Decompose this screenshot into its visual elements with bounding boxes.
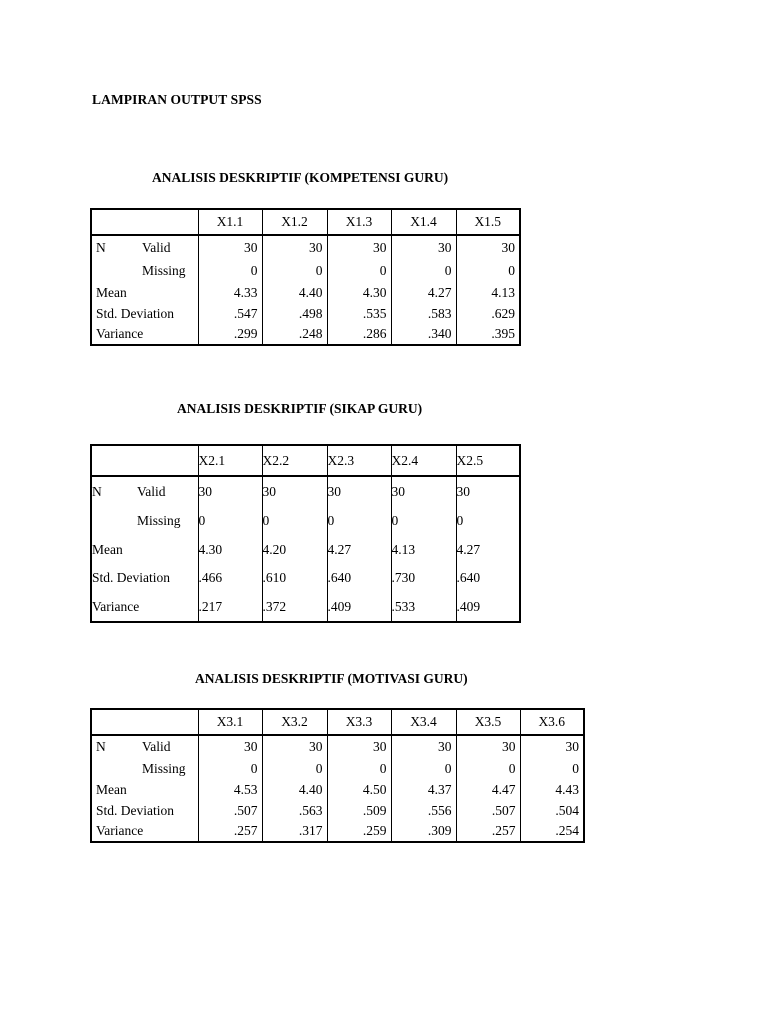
value-cell: .583 xyxy=(391,303,456,324)
value-cell: 30 xyxy=(456,235,520,260)
value-cell: 0 xyxy=(456,506,520,536)
value-cell: 4.27 xyxy=(391,282,456,303)
column-header: X1.5 xyxy=(456,209,520,235)
row-sublabel: Missing xyxy=(142,263,186,278)
value-cell: 0 xyxy=(262,506,327,536)
value-cell: 4.43 xyxy=(520,780,584,800)
header-corner-cell xyxy=(91,709,198,735)
value-cell: 4.27 xyxy=(327,536,391,564)
value-cell: .504 xyxy=(520,800,584,821)
row-label: N xyxy=(92,483,102,499)
value-cell: 30 xyxy=(198,735,262,758)
value-cell: .286 xyxy=(327,324,391,345)
value-cell: 30 xyxy=(198,235,262,260)
value-cell: .533 xyxy=(391,592,456,622)
row-label: Mean xyxy=(96,284,127,300)
value-cell: .640 xyxy=(327,564,391,592)
table-row xyxy=(91,800,584,821)
table-sikap-guru xyxy=(90,444,521,623)
value-cell: .629 xyxy=(456,303,520,324)
column-header: X1.2 xyxy=(262,209,327,235)
table-row xyxy=(91,476,520,506)
row-label: Mean xyxy=(96,782,127,797)
value-cell: 0 xyxy=(262,260,327,282)
column-header: X2.5 xyxy=(456,445,520,476)
column-header: X1.3 xyxy=(327,209,391,235)
section-title-sikap: ANALISIS DESKRIPTIF (SIKAP GURU) xyxy=(177,401,423,416)
value-cell: .340 xyxy=(391,324,456,345)
table-row xyxy=(91,506,520,536)
value-cell: .466 xyxy=(198,564,262,592)
column-header: X2.2 xyxy=(262,445,327,476)
section-title-kompetensi: ANALISIS DESKRIPTIF (KOMPETENSI GURU) xyxy=(152,170,449,185)
value-cell: 4.30 xyxy=(198,536,262,564)
table-row xyxy=(91,821,584,842)
value-cell: .395 xyxy=(456,324,520,345)
value-cell: 4.13 xyxy=(456,282,520,303)
row-label: Std. Deviation xyxy=(92,570,170,585)
value-cell: .409 xyxy=(327,592,391,622)
row-label xyxy=(91,260,138,282)
section-title-motivasi: ANALISIS DESKRIPTIF (MOTIVASI GURU) xyxy=(195,671,468,686)
value-cell: 0 xyxy=(198,260,262,282)
value-cell: .730 xyxy=(391,564,456,592)
table-row xyxy=(91,303,520,324)
value-cell: .409 xyxy=(456,592,520,622)
page-heading: LAMPIRAN OUTPUT SPSS xyxy=(92,92,262,107)
value-cell: .309 xyxy=(391,821,456,842)
table-motivasi-guru xyxy=(90,708,585,843)
value-cell: 4.20 xyxy=(262,536,327,564)
value-cell: .257 xyxy=(198,821,262,842)
row-sublabel: Valid xyxy=(137,483,166,499)
value-cell: .509 xyxy=(327,800,391,821)
value-cell: 30 xyxy=(262,476,327,506)
value-cell: 4.30 xyxy=(327,282,391,303)
value-cell: 30 xyxy=(391,235,456,260)
value-cell: .257 xyxy=(456,821,520,842)
value-cell: .217 xyxy=(198,592,262,622)
row-label: N xyxy=(96,240,106,255)
column-header: X3.1 xyxy=(198,709,262,735)
value-cell: .248 xyxy=(262,324,327,345)
value-cell: 30 xyxy=(391,735,456,758)
value-cell: .610 xyxy=(262,564,327,592)
row-label: N xyxy=(96,739,106,754)
column-header: X2.1 xyxy=(198,445,262,476)
column-header: X3.2 xyxy=(262,709,327,735)
row-label: Std. Deviation xyxy=(96,802,174,818)
value-cell: 4.47 xyxy=(456,780,520,800)
row-sublabel: Missing xyxy=(142,761,186,776)
row-sublabel: Valid xyxy=(142,240,171,255)
value-cell: 30 xyxy=(391,476,456,506)
row-label: Variance xyxy=(96,326,144,341)
value-cell: 4.37 xyxy=(391,780,456,800)
row-sublabel: Valid xyxy=(142,739,171,754)
table-row xyxy=(91,564,520,592)
value-cell: 0 xyxy=(198,506,262,536)
table-row xyxy=(91,282,520,303)
value-cell: 0 xyxy=(391,260,456,282)
value-cell: 0 xyxy=(262,758,327,780)
value-cell: 30 xyxy=(262,235,327,260)
value-cell: .547 xyxy=(198,303,262,324)
value-cell: 4.40 xyxy=(262,780,327,800)
row-sublabel: Missing xyxy=(137,513,181,528)
value-cell: .507 xyxy=(456,800,520,821)
value-cell: 30 xyxy=(262,735,327,758)
value-cell: .640 xyxy=(456,564,520,592)
value-cell: .299 xyxy=(198,324,262,345)
column-header: X3.6 xyxy=(520,709,584,735)
table-row xyxy=(91,324,520,345)
column-header: X2.4 xyxy=(391,445,456,476)
table-row xyxy=(91,536,520,564)
value-cell: 30 xyxy=(327,735,391,758)
value-cell: .259 xyxy=(327,821,391,842)
value-cell: .563 xyxy=(262,800,327,821)
value-cell: 0 xyxy=(391,758,456,780)
table-row xyxy=(91,780,584,800)
table-kompetensi-guru xyxy=(90,208,521,346)
value-cell: 0 xyxy=(456,260,520,282)
header-corner-cell xyxy=(91,445,198,476)
value-cell: .556 xyxy=(391,800,456,821)
column-header: X3.4 xyxy=(391,709,456,735)
row-label xyxy=(91,758,138,780)
column-header: X1.4 xyxy=(391,209,456,235)
value-cell: 30 xyxy=(456,476,520,506)
value-cell: 4.13 xyxy=(391,536,456,564)
column-header: X2.3 xyxy=(327,445,391,476)
table-row xyxy=(91,758,584,780)
row-label xyxy=(91,506,137,536)
header-corner-cell xyxy=(91,209,198,235)
value-cell: 0 xyxy=(327,758,391,780)
value-cell: 4.27 xyxy=(456,536,520,564)
row-label: Std. Deviation xyxy=(96,305,174,321)
value-cell: 0 xyxy=(456,758,520,780)
table-header-row xyxy=(91,445,520,476)
column-header: X3.3 xyxy=(327,709,391,735)
value-cell: .317 xyxy=(262,821,327,842)
table-header-row xyxy=(91,709,584,735)
row-label: Variance xyxy=(96,823,144,838)
value-cell: 30 xyxy=(456,735,520,758)
value-cell: 30 xyxy=(198,476,262,506)
value-cell: 0 xyxy=(198,758,262,780)
value-cell: 4.53 xyxy=(198,780,262,800)
column-header: X3.5 xyxy=(456,709,520,735)
value-cell: .507 xyxy=(198,800,262,821)
value-cell: 30 xyxy=(327,476,391,506)
row-label: Variance xyxy=(92,598,140,614)
table-header-row xyxy=(91,209,520,235)
value-cell: 4.33 xyxy=(198,282,262,303)
value-cell: 0 xyxy=(327,506,391,536)
value-cell: .535 xyxy=(327,303,391,324)
value-cell: 0 xyxy=(327,260,391,282)
value-cell: .498 xyxy=(262,303,327,324)
value-cell: 30 xyxy=(520,735,584,758)
table-row xyxy=(91,260,520,282)
value-cell: 30 xyxy=(327,235,391,260)
value-cell: 0 xyxy=(391,506,456,536)
value-cell: .254 xyxy=(520,821,584,842)
table-row xyxy=(91,592,520,622)
value-cell: 0 xyxy=(520,758,584,780)
table-row xyxy=(91,235,520,260)
value-cell: 4.40 xyxy=(262,282,327,303)
value-cell: 4.50 xyxy=(327,780,391,800)
row-label: Mean xyxy=(92,542,123,557)
value-cell: .372 xyxy=(262,592,327,622)
column-header: X1.1 xyxy=(198,209,262,235)
table-row xyxy=(91,735,584,758)
